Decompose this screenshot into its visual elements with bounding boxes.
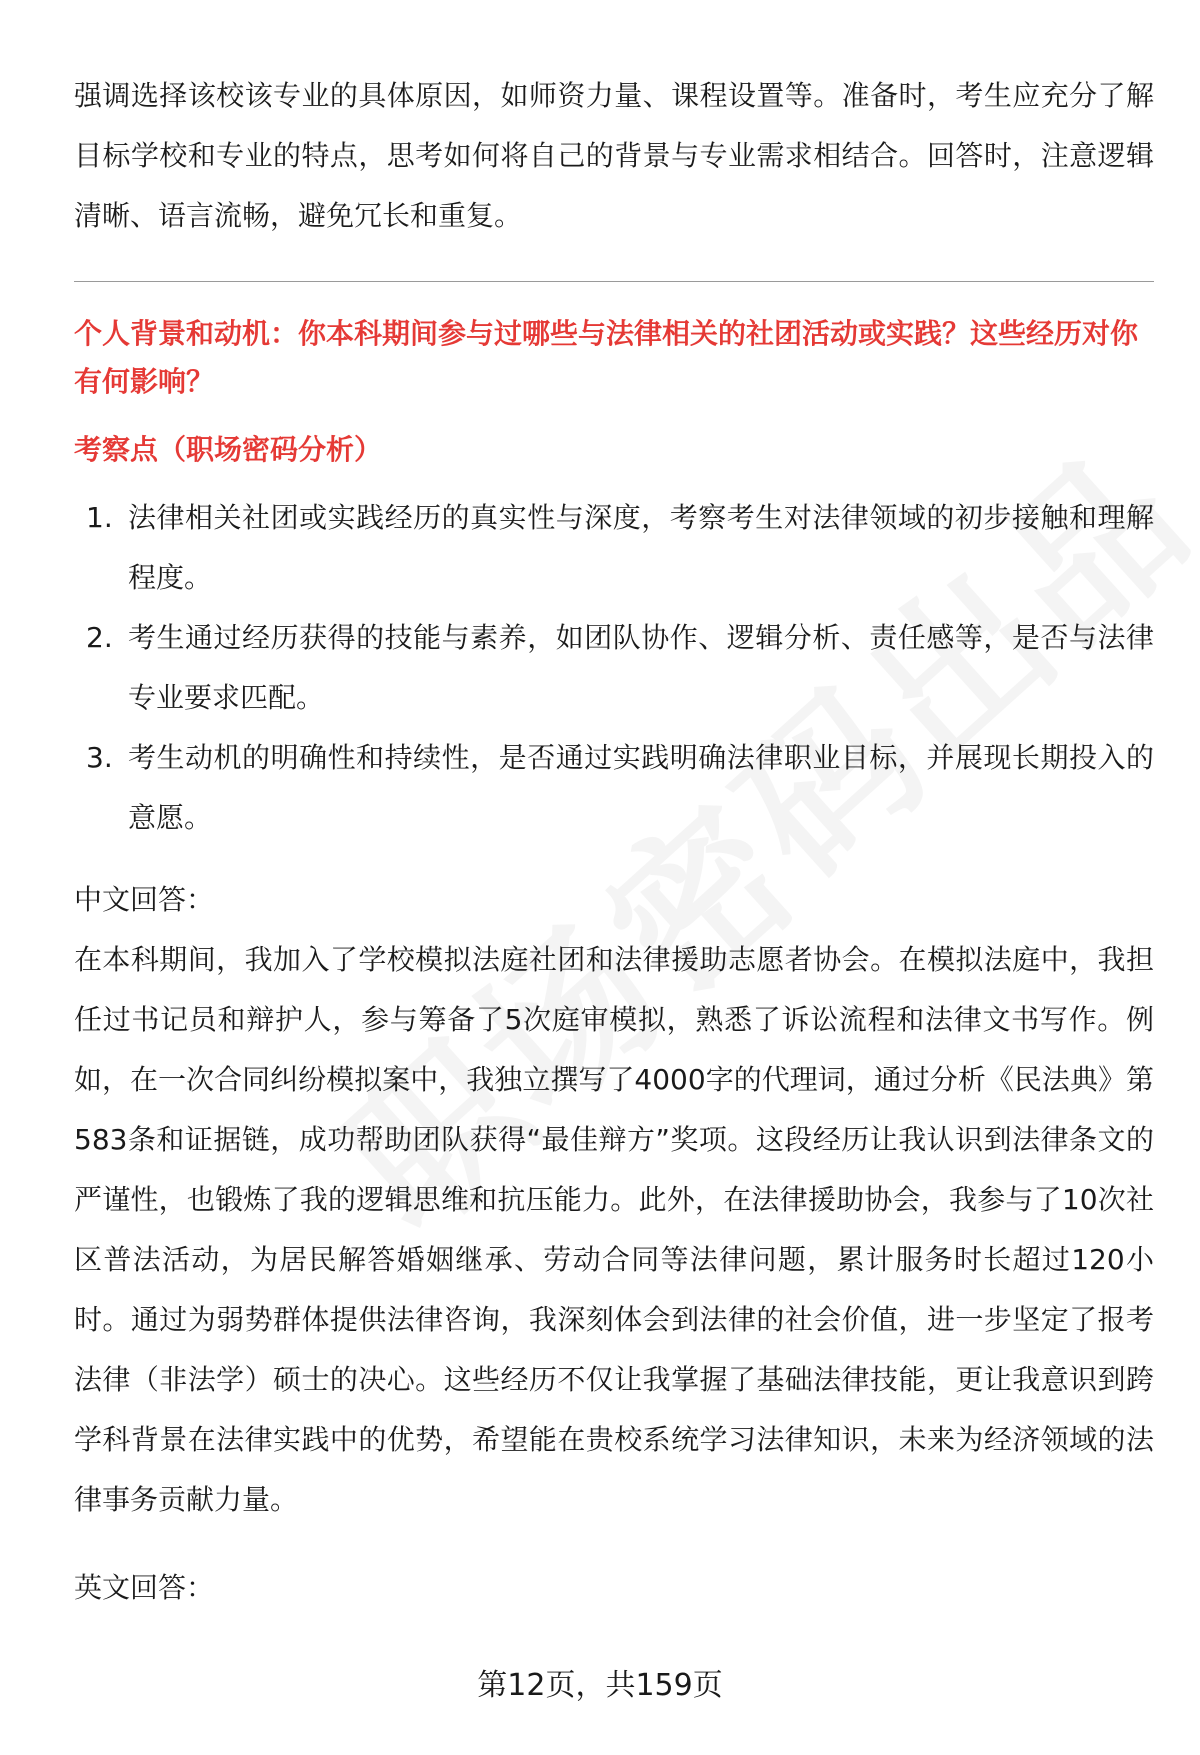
assessment-heading: 考察点（职场密码分析） [74,433,383,466]
assessment-points-list [74,488,1154,848]
english-answer-label: 英文回答： [74,1571,215,1604]
assessment-point [74,608,1154,728]
point-text: 考生动机的明确性和持续性，是否通过实践明确法律职业目标，并展现长期投入的意愿。 [128,741,1154,834]
point-number: 3. [86,741,113,774]
assessment-point [74,488,1154,608]
chinese-answer-text: 在本科期间，我加入了学校模拟法庭社团和法律援助志愿者协会。在模拟法庭中，我担任过书记员和辩护人，参与筹备了5次庭审模拟，熟悉了诉讼流程和法律文书写作。例如，在一次合同纠纷模拟案中，我独立撰写了4000字的代理词，通过分析《民法典》第583条和证据链，成功帮助团队获得“最佳辩方”奖项。这段经历让我认识到法律条文的严谨性，也锻炼了我的逻辑思维和抗压能力。此外，在法律援助协会，我参与了10次社区普法活动，为居民解答婚姻继承、劳动合同等法律问题，累计服务时长超过120小时。通过为弱势群体提供法律咨询，我深刻体会到法律的社会价值，进一步坚定了报考法律（非法学）硕士的决心。这些经历不仅让我掌握了基础法律技能，更让我意识到跨学科背景在法律实践中的优势，希望能在贵校系统学习法律知识，未来为经济领域的法律事务贡献力量。 [74,943,1154,1516]
point-text: 法律相关社团或实践经历的真实性与深度，考察考生对法律领域的初步接触和理解程度。 [128,501,1154,594]
point-number: 2. [86,621,113,654]
chinese-answer-label: 中文回答： [74,883,215,916]
intro-paragraph: 强调选择该校该专业的具体原因，如师资力量、课程设置等。准备时，考生应充分了解目标学校和专业的特点，思考如何将自己的背景与专业需求相结合。回答时，注意逻辑清晰、语言流畅，避免冗长和重复。 [74,79,1154,232]
question-heading: 个人背景和动机：你本科期间参与过哪些与法律相关的社团活动或实践？这些经历对你有何影响？ [74,317,1139,398]
page-indicator: 第12页，共159页 [477,1668,723,1703]
section-divider [74,281,1154,282]
point-number: 1. [86,501,113,534]
page-content [74,66,1154,1618]
assessment-point [74,728,1154,848]
point-text: 考生通过经历获得的技能与素养，如团队协作、逻辑分析、责任感等，是否与法律专业要求匹配。 [128,621,1154,714]
